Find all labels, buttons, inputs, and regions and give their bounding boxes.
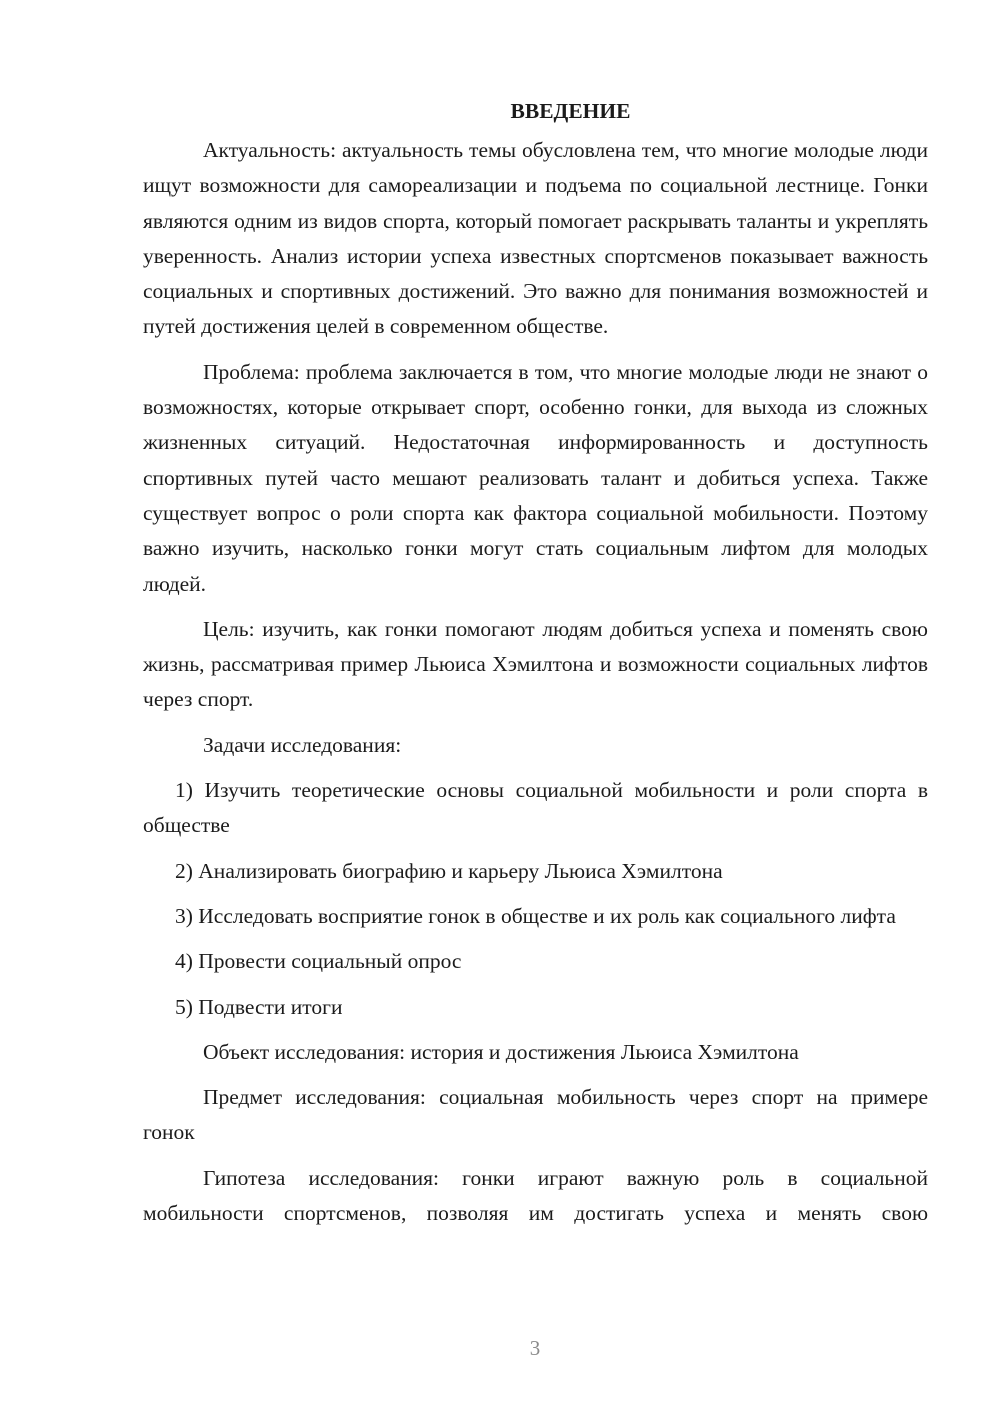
subject-paragraph: Предмет исследования: социальная мобильность через спорт на примере гонок <box>143 1085 928 1145</box>
page-content <box>143 94 928 1231</box>
section-title: ВВЕДЕНИЕ <box>510 99 631 123</box>
page-number: 3 <box>529 1336 541 1360</box>
tasks-heading: Задачи исследования: <box>203 732 402 757</box>
problem-paragraph: Проблема: проблема заключается в том, что многие молодые люди не знают о возможностях, которые открывает спорт, особенно гонки, для выхода из сложных жизненных ситуаций. Недостаточная информированность и доступность спортивных путей часто мешают реализовать талант и добиться успеха. Также существует вопрос о роли спорта как фактора социальной мобильности. Поэтому важно изучить, насколько гонки могут стать социальным лифтом для молодых людей. <box>143 359 928 596</box>
goal-paragraph: Цель: изучить, как гонки помогают людям добиться успеха и поменять свою жизнь, рассматривая пример Льюиса Хэмилтона и возможности социальных лифтов через спорт. <box>143 616 928 712</box>
task-item-1: 1) Изучить теоретические основы социальной мобильности и роли спорта в обществе <box>143 778 928 838</box>
object-paragraph: Объект исследования: история и достижения Льюиса Хэмилтона <box>203 1039 799 1064</box>
task-item-4: 4) Провести социальный опрос <box>175 949 462 974</box>
task-item-5: 5) Подвести итоги <box>175 994 343 1019</box>
task-item-2: 2) Анализировать биографию и карьеру Льюиса Хэмилтона <box>175 858 723 883</box>
relevance-paragraph: Актуальность: актуальность темы обусловлена тем, что многие молодые люди ищут возможности для самореализации и подъема по социальной лестнице. Гонки являются одним из видов спорта, который помогает раскрывать таланты и укреплять уверенность. Анализ истории успеха известных спортсменов показывает важность социальных и спортивных достижений. Это важно для понимания возможностей и путей достижения целей в современном обществе. <box>143 138 928 339</box>
task-item-3: 3) Исследовать восприятие гонок в обществе и их роль как социального лифта <box>175 903 896 928</box>
hypothesis-paragraph: Гипотеза исследования: гонки играют важную роль в социальной мобильности спортсменов, позволяя им достигать успеха и менять свою <box>143 1165 928 1226</box>
